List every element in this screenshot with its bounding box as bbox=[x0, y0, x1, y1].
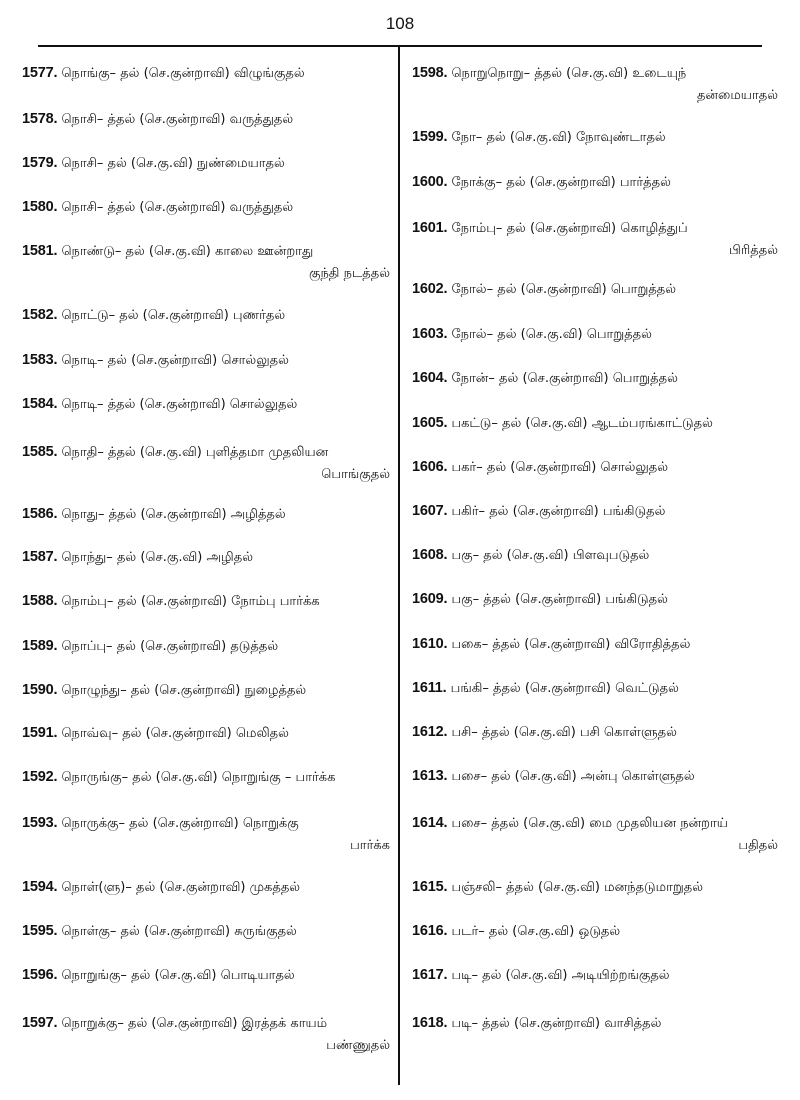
entry-grammar: த்தல் (செ.கு.வி) bbox=[107, 445, 202, 460]
entry-meaning: பொறுத்தல் bbox=[586, 327, 652, 342]
dictionary-entry bbox=[22, 722, 394, 745]
dictionary-entry bbox=[412, 217, 782, 262]
dictionary-entry bbox=[412, 456, 782, 479]
entry-meaning: விரோதித்தல் bbox=[614, 637, 691, 652]
entry-headword: பகிர்– bbox=[451, 504, 486, 519]
entry-number: 1612. bbox=[412, 724, 448, 740]
entry-number: 1618. bbox=[412, 1015, 448, 1031]
entry-meaning: பிளவுபடுதல் bbox=[572, 548, 650, 563]
entry-headword: நோல்– bbox=[451, 327, 494, 342]
entry-headword: நொடி– bbox=[61, 353, 104, 368]
dictionary-entry bbox=[412, 171, 782, 194]
entry-grammar: தல் (செ.குன்றாவி) bbox=[122, 726, 232, 741]
dictionary-entry bbox=[22, 964, 394, 987]
page-number: 108 bbox=[385, 14, 415, 33]
entry-number: 1610. bbox=[412, 636, 448, 652]
entry-grammar: தல் (செ.கு.வி) bbox=[116, 550, 203, 565]
entry-meaning: பொடியாதல் bbox=[220, 968, 295, 983]
dictionary-entry bbox=[412, 677, 782, 700]
entry-meaning: அன்பு கொள்ளுதல் bbox=[580, 769, 695, 784]
entry-grammar: த்தல் (செ.குன்றாவி) bbox=[492, 637, 611, 652]
dictionary-entry bbox=[22, 876, 394, 899]
entry-headword: பங்கி– bbox=[450, 681, 489, 696]
entry-headword: பசி– bbox=[451, 725, 478, 740]
dictionary-entry bbox=[412, 765, 782, 788]
dictionary-entry bbox=[22, 196, 394, 219]
entry-meaning: காலை ஊன்றாது bbox=[215, 244, 314, 259]
entry-grammar: தல் (செ.குன்றாவி) bbox=[117, 594, 227, 609]
entry-grammar: த்தல் (செ.கு.வி) bbox=[481, 725, 576, 740]
entry-number: 1593. bbox=[22, 815, 58, 831]
entry-headword: பகு– bbox=[451, 548, 480, 563]
entry-grammar: தல் (செ.கு.வி) bbox=[491, 769, 577, 784]
entry-grammar: த்தல் (செ.குன்றாவி) bbox=[107, 397, 226, 412]
dictionary-entry bbox=[412, 876, 782, 899]
entry-number: 1602. bbox=[412, 281, 448, 297]
dictionary-entry bbox=[412, 633, 782, 656]
entry-headword: பசை– bbox=[451, 816, 488, 831]
entry-grammar: தல் (செ.கு.வி) bbox=[125, 244, 211, 259]
entry-number: 1608. bbox=[412, 547, 448, 563]
entry-number: 1609. bbox=[412, 591, 448, 607]
entry-number: 1582. bbox=[22, 307, 58, 323]
dictionary-entry bbox=[412, 1012, 782, 1035]
dictionary-entry bbox=[22, 635, 394, 658]
dictionary-entry bbox=[22, 62, 394, 85]
dictionary-entry bbox=[22, 240, 394, 285]
entry-headword: நொந்து– bbox=[61, 550, 113, 565]
entry-grammar: தல் (செ.குன்றாவி) bbox=[506, 221, 617, 236]
dictionary-entry bbox=[22, 679, 394, 702]
entry-meaning: நோம்பு பார்க்க bbox=[231, 594, 320, 609]
entry-meaning: அழித்தல் bbox=[230, 507, 286, 522]
entry-grammar: த்தல் (செ.கு.வி) bbox=[506, 880, 601, 895]
entry-number: 1599. bbox=[412, 129, 448, 145]
dictionary-entry bbox=[22, 441, 394, 486]
dictionary-entry bbox=[22, 546, 394, 569]
entry-headword: பகர்– bbox=[451, 460, 483, 475]
entry-grammar: த்தல் (செ.குன்றாவி) bbox=[493, 681, 611, 696]
entry-meaning: வருத்துதல் bbox=[229, 112, 294, 127]
entry-number: 1592. bbox=[22, 769, 58, 785]
entry-meaning: சொல்லுதல் bbox=[229, 397, 298, 412]
entry-meaning: மை முதலியன நன்றாய் bbox=[589, 816, 728, 831]
entry-number: 1589. bbox=[22, 638, 58, 654]
entry-headword: நொசி– bbox=[61, 156, 104, 171]
dictionary-entry bbox=[22, 304, 394, 327]
entry-grammar: த்தல் (செ.கு.வி) bbox=[534, 66, 629, 81]
entry-number: 1597. bbox=[22, 1015, 58, 1031]
entry-number: 1591. bbox=[22, 725, 58, 741]
entry-headword: நொள்கு– bbox=[61, 924, 117, 939]
entry-headword: நொட்டு– bbox=[61, 308, 116, 323]
entry-number: 1614. bbox=[412, 815, 448, 831]
entry-number: 1594. bbox=[22, 879, 58, 895]
entry-number: 1596. bbox=[22, 967, 58, 983]
entry-meaning: அடியிற்றங்குதல் bbox=[571, 968, 670, 983]
entry-grammar: த்தல் (செ.குன்றாவி) bbox=[483, 592, 602, 607]
entry-grammar: தல் (செ.குன்றாவி) bbox=[489, 504, 599, 519]
entry-meaning: பொறுத்தல் bbox=[610, 282, 677, 297]
dictionary-entry bbox=[412, 126, 782, 149]
entry-grammar: தல் (செ.குன்றாவி) bbox=[120, 924, 231, 939]
entry-grammar: தல் (செ.கு.வி) bbox=[488, 924, 575, 939]
entry-grammar: தல் (செ.கு.வி) bbox=[131, 968, 217, 983]
dictionary-entry bbox=[412, 62, 782, 107]
entry-headword: நொள்(ளு)– bbox=[61, 880, 132, 895]
entry-headword: நொருக்கு– bbox=[61, 816, 126, 831]
entry-number: 1611. bbox=[412, 680, 447, 696]
entry-grammar: தல் (செ.குன்றாவி) bbox=[130, 683, 241, 698]
entry-headword: நொறுங்கு– bbox=[61, 968, 127, 983]
entry-grammar: தல் (செ.குன்றாவி) bbox=[116, 639, 227, 654]
entry-number: 1606. bbox=[412, 459, 448, 475]
entry-headword: நொம்பு– bbox=[61, 594, 114, 609]
entry-number: 1587. bbox=[22, 549, 58, 565]
dictionary-entry bbox=[22, 812, 394, 857]
entry-meaning: பங்கிடுதல் bbox=[602, 504, 666, 519]
entry-grammar: த்தல் (செ.குன்றாவி) bbox=[108, 507, 227, 522]
entry-headword: நொடி– bbox=[61, 397, 104, 412]
entry-headword: நோன்– bbox=[451, 371, 495, 386]
entry-meaning: முகத்தல் bbox=[249, 880, 301, 895]
dictionary-entry bbox=[412, 500, 782, 523]
top-rule bbox=[38, 45, 762, 47]
entry-headword: நொதி– bbox=[61, 445, 104, 460]
entry-grammar: தல் (செ.குன்றாவி) bbox=[497, 282, 607, 297]
entry-number: 1577. bbox=[22, 65, 58, 81]
entry-meaning: நுண்மையாதல் bbox=[197, 156, 285, 171]
entry-number: 1600. bbox=[412, 174, 448, 190]
entry-number: 1579. bbox=[22, 155, 58, 171]
dictionary-entry bbox=[412, 812, 782, 857]
entry-grammar: தல் (செ.கு.வி) bbox=[482, 968, 568, 983]
entry-grammar: தல் (செ.குன்றாவி) bbox=[506, 175, 616, 190]
dictionary-entry bbox=[412, 412, 782, 435]
entry-headword: நோம்பு– bbox=[451, 221, 503, 236]
dictionary-entry bbox=[412, 920, 782, 943]
entry-headword: நொங்கு– bbox=[61, 66, 117, 81]
entry-meaning: பார்த்தல் bbox=[619, 175, 671, 190]
entry-number: 1580. bbox=[22, 199, 58, 215]
entry-headword: நொவ்வு– bbox=[61, 726, 119, 741]
dictionary-entry bbox=[412, 278, 782, 301]
entry-number: 1584. bbox=[22, 396, 58, 412]
dictionary-entry bbox=[412, 721, 782, 744]
entry-grammar: தல் (செ.குன்றாவி) bbox=[129, 816, 239, 831]
dictionary-entry bbox=[22, 108, 394, 131]
entry-meaning-continued: பண்ணுதல் bbox=[326, 1038, 390, 1053]
entry-number: 1581. bbox=[22, 243, 58, 259]
entry-headword: பகு– bbox=[451, 592, 480, 607]
entry-headword: பஞ்சலி– bbox=[451, 880, 503, 895]
entry-meaning: கொழித்துப் bbox=[620, 221, 688, 236]
entry-meaning-continued: பதிதல் bbox=[738, 838, 778, 853]
dictionary-entry bbox=[22, 590, 394, 613]
entry-grammar: தல் (செ.கு.வி) bbox=[107, 156, 193, 171]
entry-grammar: தல் (செ.குன்றாவி) bbox=[120, 66, 230, 81]
entry-meaning: வருத்துதல் bbox=[229, 200, 294, 215]
entry-headword: நொறுநொறு– bbox=[451, 66, 531, 81]
entry-grammar: தல் (செ.கு.வி) bbox=[483, 548, 569, 563]
entry-meaning: வாசித்தல் bbox=[604, 1016, 662, 1031]
dictionary-entry bbox=[22, 1012, 394, 1057]
entry-meaning: விழுங்குதல் bbox=[233, 66, 305, 81]
entry-headword: நொறுக்கு– bbox=[61, 1016, 124, 1031]
entry-meaning-continued: பார்க்க bbox=[350, 838, 390, 853]
entry-grammar: தல் (செ.குன்றாவி) bbox=[486, 460, 597, 475]
entry-grammar: தல் (செ.குன்றாவி) bbox=[135, 880, 246, 895]
entry-number: 1601. bbox=[412, 220, 448, 236]
entry-meaning-continued: பிரித்தல் bbox=[729, 243, 778, 258]
dictionary-entry bbox=[22, 503, 394, 526]
entry-number: 1603. bbox=[412, 326, 448, 342]
dictionary-entry bbox=[412, 367, 782, 390]
entry-number: 1613. bbox=[412, 768, 448, 784]
entry-meaning: நுழைத்தல் bbox=[244, 683, 307, 698]
dictionary-entry bbox=[412, 544, 782, 567]
entry-meaning-continued: பொங்குதல் bbox=[321, 467, 390, 482]
entry-headword: நொழுந்து– bbox=[61, 683, 127, 698]
entry-headword: நோல்– bbox=[451, 282, 494, 297]
entry-headword: பகை– bbox=[451, 637, 489, 652]
entry-grammar: தல் (செ.குன்றாவி) bbox=[107, 353, 218, 368]
dictionary-entry bbox=[22, 349, 394, 372]
entry-headword: படர்– bbox=[451, 924, 485, 939]
entry-headword: நொருங்கு– bbox=[61, 770, 129, 785]
entry-headword: நொப்பு– bbox=[61, 639, 113, 654]
entry-meaning: மனந்தடுமாறுதல் bbox=[604, 880, 704, 895]
entry-number: 1585. bbox=[22, 444, 58, 460]
entry-grammar: த்தல் (செ.குன்றாவி) bbox=[107, 200, 226, 215]
entry-grammar: தல் (செ.கு.வி) bbox=[502, 416, 588, 431]
entry-meaning: சொல்லுதல் bbox=[600, 460, 669, 475]
entry-grammar: தல் (செ.கு.வி) bbox=[486, 130, 572, 145]
entry-meaning: நொறுங்கு – பார்க்க bbox=[221, 770, 336, 785]
entry-number: 1590. bbox=[22, 682, 58, 698]
dictionary-entry bbox=[412, 323, 782, 346]
entry-grammar: த்தல் (செ.குன்றாவி) bbox=[107, 112, 226, 127]
entry-meaning: மெலிதல் bbox=[235, 726, 289, 741]
dictionary-entry bbox=[412, 964, 782, 987]
entry-headword: நொசி– bbox=[61, 200, 104, 215]
entry-meaning: சுருங்குதல் bbox=[234, 924, 297, 939]
entry-meaning: வெட்டுதல் bbox=[615, 681, 679, 696]
entry-grammar: த்தல் (செ.குன்றாவி) bbox=[482, 1016, 601, 1031]
entry-grammar: தல் (செ.குன்றாவி) bbox=[128, 1016, 238, 1031]
column-divider bbox=[398, 45, 400, 1085]
entry-meaning: சொல்லுதல் bbox=[221, 353, 289, 368]
entry-grammar: த்தல் (செ.கு.வி) bbox=[491, 816, 586, 831]
entry-meaning: இரத்தக் காயம் bbox=[241, 1016, 328, 1031]
entry-grammar: தல் (செ.கு.வி) bbox=[497, 327, 583, 342]
entry-headword: படி– bbox=[451, 968, 478, 983]
entry-number: 1617. bbox=[412, 967, 448, 983]
entry-meaning: நொறுக்கு bbox=[242, 816, 299, 831]
entry-meaning-continued: குந்தி நடத்தல் bbox=[308, 266, 390, 281]
entry-number: 1607. bbox=[412, 503, 448, 519]
entry-headword: பசை– bbox=[451, 769, 488, 784]
entry-meaning: நோவுண்டாதல் bbox=[575, 130, 666, 145]
entry-headword: நொசி– bbox=[61, 112, 104, 127]
entry-number: 1578. bbox=[22, 111, 58, 127]
entry-meaning-continued: தன்மையாதல் bbox=[696, 88, 778, 103]
entry-number: 1598. bbox=[412, 65, 448, 81]
entry-number: 1588. bbox=[22, 593, 58, 609]
entry-meaning: அழிதல் bbox=[206, 550, 253, 565]
entry-meaning: தடுத்தல் bbox=[230, 639, 279, 654]
entry-headword: நோ– bbox=[451, 130, 483, 145]
entry-headword: நோக்கு– bbox=[451, 175, 503, 190]
entry-meaning: உடையுந் bbox=[632, 66, 687, 81]
entry-meaning: புளித்தமா முதலியன bbox=[205, 445, 329, 460]
entry-number: 1616. bbox=[412, 923, 448, 939]
dictionary-entry bbox=[22, 766, 394, 789]
entry-meaning: புணர்தல் bbox=[232, 308, 286, 323]
entry-number: 1615. bbox=[412, 879, 448, 895]
entry-number: 1605. bbox=[412, 415, 448, 431]
entry-headword: நொது– bbox=[61, 507, 105, 522]
entry-grammar: தல் (செ.குன்றாவி) bbox=[119, 308, 229, 323]
entry-number: 1586. bbox=[22, 506, 58, 522]
entry-headword: பகட்டு– bbox=[451, 416, 498, 431]
entry-number: 1604. bbox=[412, 370, 448, 386]
entry-meaning: பொறுத்தல் bbox=[612, 371, 678, 386]
dictionary-entry bbox=[22, 152, 394, 175]
entry-number: 1583. bbox=[22, 352, 58, 368]
dictionary-entry bbox=[412, 588, 782, 611]
entry-meaning: ஆடம்பரங்காட்டுதல் bbox=[591, 416, 713, 431]
entry-meaning: பங்கிடுதல் bbox=[605, 592, 668, 607]
entry-grammar: தல் (செ.குன்றாவி) bbox=[499, 371, 609, 386]
entry-headword: படி– bbox=[451, 1016, 478, 1031]
entry-grammar: தல் (செ.கு.வி) bbox=[132, 770, 218, 785]
entry-headword: நொண்டு– bbox=[61, 244, 122, 259]
dictionary-entry bbox=[22, 393, 394, 416]
entry-number: 1595. bbox=[22, 923, 58, 939]
entry-meaning: பசி கொள்ளுதல் bbox=[579, 725, 677, 740]
dictionary-entry bbox=[22, 920, 394, 943]
entry-meaning: ஒடுதல் bbox=[578, 924, 621, 939]
